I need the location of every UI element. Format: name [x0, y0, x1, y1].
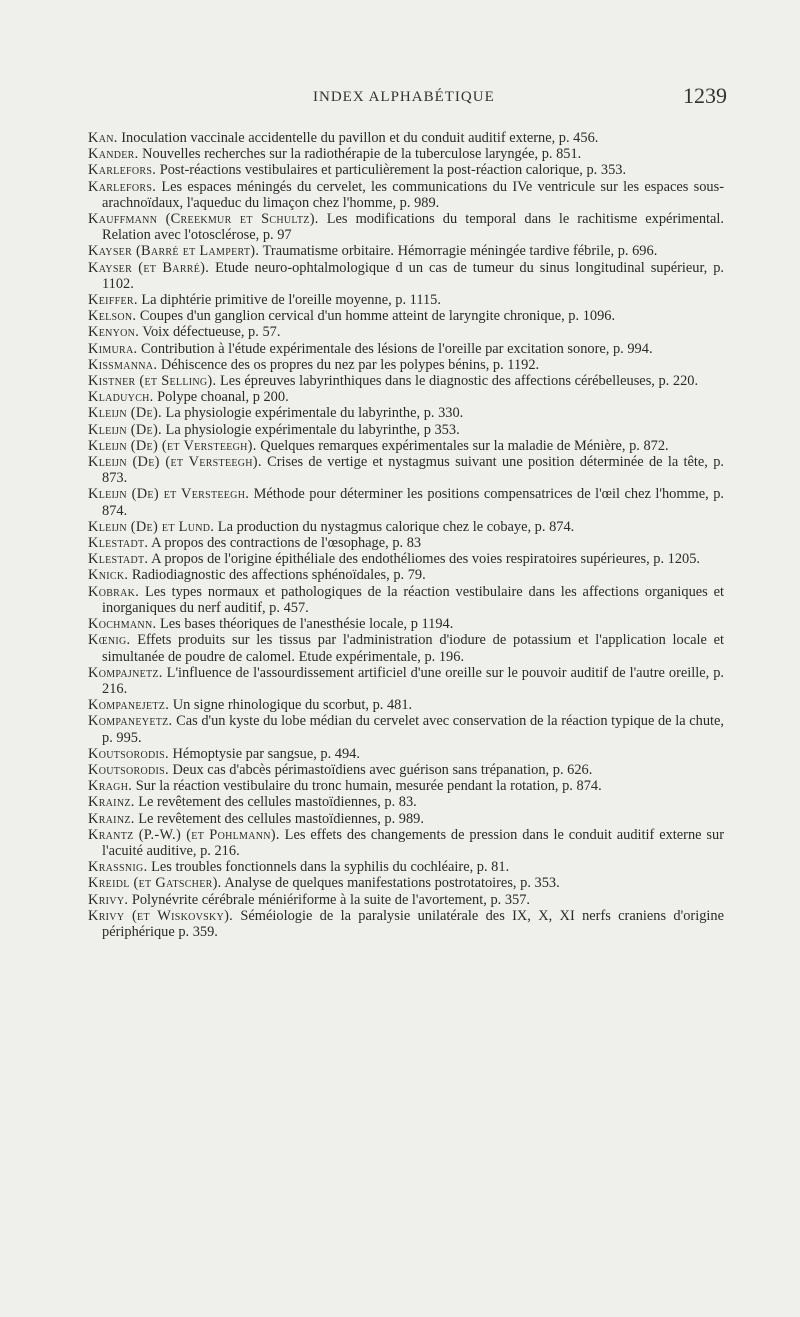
index-entry [88, 146, 724, 162]
index-entry [88, 438, 724, 454]
entry-author: Kleijn (De). [88, 421, 162, 438]
entry-author: Krivy. [88, 891, 129, 908]
entry-text: Contribution à l'étude expérimentale des lésions de l'oreille par excitation sonore, p. 994. [137, 340, 653, 357]
entry-text: Crises de vertige et nystagmus suivant une position déterminée de la tête, p. 873. [102, 454, 724, 487]
entry-text: Le revêtement des cellules mastoïdiennes, p. 83. [134, 794, 417, 811]
entry-author: Kobrak. [88, 583, 140, 600]
entry-author: Keiffer. [88, 292, 138, 309]
page-number: 1239 [683, 83, 727, 108]
entry-author: Kompajnetz. [88, 664, 163, 681]
index-entry [88, 357, 724, 373]
entry-text: Deux cas d'abcès périmastoïdiens avec guérison sans trépanation, p. 626. [168, 761, 593, 778]
index-entry [88, 567, 724, 583]
entry-text: Les épreuves labyrinthiques dans le diagnostic des affections cérébelleuses, p. 220. [216, 373, 699, 390]
index-entry [88, 373, 724, 389]
entry-author: Kistner (et Selling). [88, 373, 217, 390]
entry-text: Méthode pour déterminer les positions compensatrices de l'œil chez l'homme, p. 874. [102, 486, 724, 519]
entry-text: L'influence de l'assourdissement artificiel d'une oreille sur le pouvoir auditif de l'autre oreille, p. 216. [102, 664, 724, 697]
index-entry [88, 486, 724, 518]
index-entry [88, 292, 724, 308]
entry-author: Kenyon. [88, 324, 140, 341]
entry-text: La production du nystagmus calorique chez le cobaye, p. 874. [214, 518, 575, 535]
entry-author: Kreidl (et Gatscher). [88, 875, 222, 892]
index-entry [88, 811, 724, 827]
entry-author: Kleijn (De) (et Versteegh). [88, 454, 262, 471]
entry-author: Kœnig. [88, 632, 131, 649]
index-entry [88, 162, 724, 178]
entry-text: Déhiscence des os propres du nez par les polypes bénins, p. 1192. [157, 356, 540, 373]
entry-text: Les effets des changements de pression dans le conduit auditif externe sur l'acuité auditive, p. 216. [102, 826, 724, 859]
entry-author: Kissmanna. [88, 356, 158, 373]
entry-text: Les modifications du temporal dans le rachitisme expérimental. Relation avec l'otosclérose, p. 97 [102, 211, 724, 244]
entry-author: Kayser (et Barré). [88, 259, 210, 276]
entry-author: Kauffmann (Creekmur et Schultz). [88, 211, 319, 228]
index-entry [88, 762, 724, 778]
entry-text: Séméiologie de la paralysie unilatérale des IX, X, XI nerfs craniens d'origine périphérique p. 359. [102, 907, 724, 940]
entry-text: Un signe rhinologique du scorbut, p. 481. [169, 697, 413, 714]
entry-author: Kimura. [88, 340, 138, 357]
index-entry [88, 389, 724, 405]
index-entry [88, 324, 724, 340]
entry-text: Cas d'un kyste du lobe médian du cervelet avec conservation de la réaction typique de la chute, p. 995. [102, 713, 724, 746]
entry-text: Radiodiagnostic des affections sphénoïdales, p. 79. [128, 567, 426, 584]
entry-text: Hémoptysie par sangsue, p. 494. [168, 745, 360, 762]
index-entry [88, 746, 724, 762]
entry-text: Coupes d'un ganglion cervical d'un homme atteint de laryngite chronique, p. 1096. [136, 308, 616, 325]
entry-author: Krainz. [88, 794, 135, 811]
index-entry [88, 211, 724, 243]
index-entry [88, 243, 724, 259]
entry-text: Analyse de quelques manifestations postrotatoires, p. 353. [221, 875, 560, 892]
index-entry [88, 697, 724, 713]
index-entry [88, 875, 724, 891]
entry-text: Inoculation vaccinale accidentelle du pavillon et du conduit auditif externe, p. 456. [117, 130, 599, 146]
entry-author: Kladuych. [88, 389, 154, 406]
entry-author: Klestadt. [88, 535, 149, 552]
index-entry [88, 632, 724, 664]
entry-text: La physiologie expérimentale du labyrinthe, p 353. [161, 421, 460, 438]
entry-text: A propos des contractions de l'œsophage, p. 83 [148, 535, 422, 552]
entry-text: A propos de l'origine épithéliale des endothéliomes des voies respiratoires supérieures, p. 1205. [148, 551, 701, 568]
entry-text: Sur la réaction vestibulaire du tronc humain, mesurée pendant la rotation, p. 874. [132, 778, 602, 795]
entry-author: Knick. [88, 567, 129, 584]
entry-text: Quelques remarques expérimentales sur la maladie de Ménière, p. 872. [256, 437, 669, 454]
index-entry [88, 454, 724, 486]
entry-author: Kelson. [88, 308, 137, 325]
entry-author: Karlefors. [88, 162, 157, 179]
entry-text: Polynévrite cérébrale méniériforme à la suite de l'avortement, p. 357. [128, 891, 531, 908]
entry-author: Kleijn (De) (et Versteegh). [88, 437, 257, 454]
index-entry [88, 827, 724, 859]
index-entry [88, 551, 724, 567]
entry-author: Kochmann. [88, 616, 157, 633]
running-title: INDEX ALPHABÉTIQUE [313, 89, 495, 105]
index-entry [88, 892, 724, 908]
entry-author: Koutsorodis. [88, 761, 169, 778]
entry-author: Krantz (P.-W.) (et Pohlmann). [88, 826, 280, 843]
entry-author: Kleijn (De). [88, 405, 162, 422]
entry-author: Krassnig. [88, 859, 148, 876]
entry-author: Kompaneyetz. [88, 713, 173, 730]
entry-author: Kragh. [88, 778, 133, 795]
entry-text: Post-réactions vestibulaires et particulièrement la post-réaction calorique, p. 353. [156, 162, 627, 179]
index-entry [88, 260, 724, 292]
entry-author: Kompanejetz. [88, 697, 170, 714]
entry-text: Effets produits sur les tissus par l'administration d'iodure de potassium et l'application locale et simultanée de poudre de calomel. Etude expérimentale, p. 196. [102, 632, 724, 665]
index-entries [88, 130, 724, 940]
index-entry [88, 405, 724, 421]
entry-text: Les types normaux et pathologiques de la réaction vestibulaire dans les affections organiques et inorganiques du nerf auditif, p. 457. [102, 583, 724, 616]
index-entry [88, 713, 724, 745]
entry-author: Klestadt. [88, 551, 149, 568]
entry-author: Koutsorodis. [88, 745, 169, 762]
entry-author: Kleijn (De) et Versteegh. [88, 486, 250, 503]
entry-text: Etude neuro-ophtalmologique d un cas de tumeur du sinus longitudinal supérieur, p. 1102. [102, 259, 724, 292]
index-entry [88, 616, 724, 632]
index-entry [88, 859, 724, 875]
entry-text: Polype choanal, p 200. [153, 389, 289, 406]
index-entry [88, 665, 724, 697]
index-entry [88, 341, 724, 357]
index-entry [88, 908, 724, 940]
entry-author: Kayser (Barré et Lampert). [88, 243, 260, 260]
index-entry [88, 519, 724, 535]
entry-text: Le revêtement des cellules mastoïdiennes, p. 989. [134, 810, 424, 827]
index-entry [88, 308, 724, 324]
entry-text: Les espaces méningés du cervelet, les communications du IVe ventricule sur les espaces sous-arachnoïdaux, l'aqueduc du limaçon chez l'homme, p. 989. [102, 178, 724, 211]
entry-text: Les bases théoriques de l'anesthésie locale, p 1194. [156, 616, 454, 633]
index-entry [88, 422, 724, 438]
index-entry [88, 535, 724, 551]
index-entry [88, 778, 724, 794]
entry-author: Krainz. [88, 810, 135, 827]
entry-author: Kander. [88, 146, 139, 163]
entry-text: Voix défectueuse, p. 57. [139, 324, 281, 341]
index-entry [88, 794, 724, 810]
entry-text: La diphtérie primitive de l'oreille moyenne, p. 1115. [137, 292, 441, 309]
entry-text: Nouvelles recherches sur la radiothérapie de la tuberculose laryngée, p. 851. [138, 146, 582, 163]
entry-author: Kan. [88, 130, 118, 146]
entry-author: Krivy (et Wiskovsky). [88, 907, 234, 924]
index-entry [88, 179, 724, 211]
index-entry [88, 584, 724, 616]
entry-author: Karlefors. [88, 178, 157, 195]
entry-text: Les troubles fonctionnels dans la syphilis du cochléaire, p. 81. [147, 859, 510, 876]
entry-author: Kleijn (De) et Lund. [88, 518, 215, 535]
index-entry [88, 130, 724, 146]
entry-text: La physiologie expérimentale du labyrinthe, p. 330. [161, 405, 464, 422]
entry-text: Traumatisme orbitaire. Hémorragie méningée tardive fébrile, p. 696. [259, 243, 658, 260]
